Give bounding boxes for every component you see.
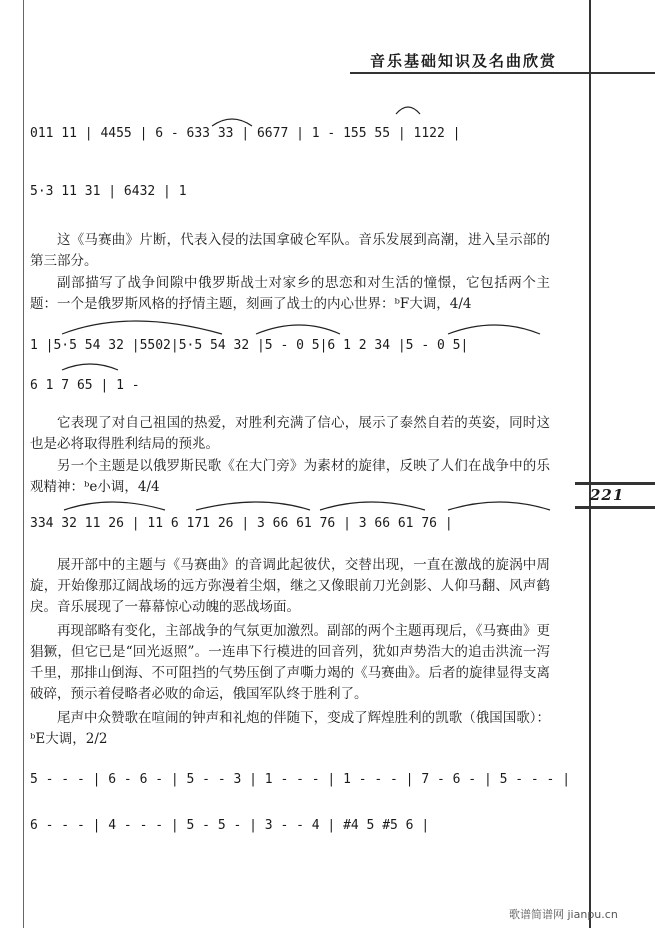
slur-arc [62, 321, 222, 334]
notation-row-6: 5 - - - | 6 - 6 - | 5 - - 3 | 1 - - - | 1 - - - | 7 - 6 - | 5 - - - | [30, 772, 571, 787]
notation-row-7: 6 - - - | 4 - - - | 5 - 5 - | 3 - - 4 | #4 5 #5 6 | [30, 818, 430, 833]
slur-arc [64, 502, 165, 510]
header-title: 音乐基础知识及名曲欣赏 [370, 52, 558, 70]
paragraph-5: 展开部中的主题与《马赛曲》的音调此起彼伏，交替出现，一直在激战的旋涡中周旋，开始像那辽阔战场的远方弥漫着尘烟，继之又像眼前刀光剑影、人仰马翻、风声鹤戾。音乐展现了一幕幕惊心动魄的恶战场面。 [30, 557, 550, 615]
paragraph-4: 另一个主题是以俄罗斯民歌《在大门旁》为素材的旋律，反映了人们在战争中的乐观精神：ᵇe小调，4/4 [30, 458, 550, 495]
page-number: 221 [590, 486, 625, 504]
notation-row-3: 1 |5·5 54 32 |5502|5·5 54 32 |5 - 0 5|6 1 2 34 |5 - 0 5| [30, 338, 469, 353]
slur-arc [396, 107, 420, 114]
watermark: 歌谱简谱网 jianpu.cn [509, 908, 618, 921]
paragraph-6: 再现部略有变化，主部战争的气氛更加激烈。副部的两个主题再现后，《马赛曲》更猖獗，但它已是“回光返照”。一连串下行模进的回音列，犹如声势浩大的追击洪流一泻千里，那排山倒海、不可阻挡的气势压倒了声嘶力竭的《马赛曲》。后者的旋律显得支离破碎，预示着侵略者必败的命运，俄国军队终于胜利了。 [30, 623, 550, 702]
paragraph-3: 它表现了对自己祖国的热爱，对胜利充满了信心，展示了泰然自若的英姿，同时这也是必将取得胜利结局的预兆。 [30, 415, 550, 452]
slur-arc [320, 502, 425, 510]
slur-arc [256, 325, 340, 334]
paragraph-2: 副部描写了战争间隙中俄罗斯战士对家乡的思恋和对生活的憧憬，它包括两个主题：一个是俄罗斯风格的抒情主题，刻画了战士的内心世界：ᵇF大调，4/4 [30, 275, 550, 312]
notation-row-5: 334 32 11 26 | 11 6 171 26 | 3 66 61 76 | 3 66 61 76 | [30, 516, 453, 531]
paragraph-1: 这《马赛曲》片断，代表入侵的法国拿破仑军队。音乐发展到高潮，进入呈示部的第三部分。 [30, 232, 550, 269]
slur-arc [448, 325, 540, 334]
notation-row-2: 5·3 11 31 | 6432 | 1 [30, 184, 187, 199]
notation-row-4: 6 1 7 65 | 1 - [30, 378, 140, 393]
slur-arc [62, 364, 118, 370]
slur-arc [196, 502, 310, 510]
notation-row-1: 011 11 | 4455 | 6 - 633 33 | 6677 | 1 - 155 55 | 1122 | [30, 126, 461, 141]
paragraph-7: 尾声中众赞歌在喧闹的钟声和礼炮的伴随下，变成了辉煌胜利的凯歌（俄国国歌）：ᵇE大调，2/2 [30, 710, 550, 747]
slur-arc [448, 502, 550, 510]
slur-arc [212, 119, 252, 126]
